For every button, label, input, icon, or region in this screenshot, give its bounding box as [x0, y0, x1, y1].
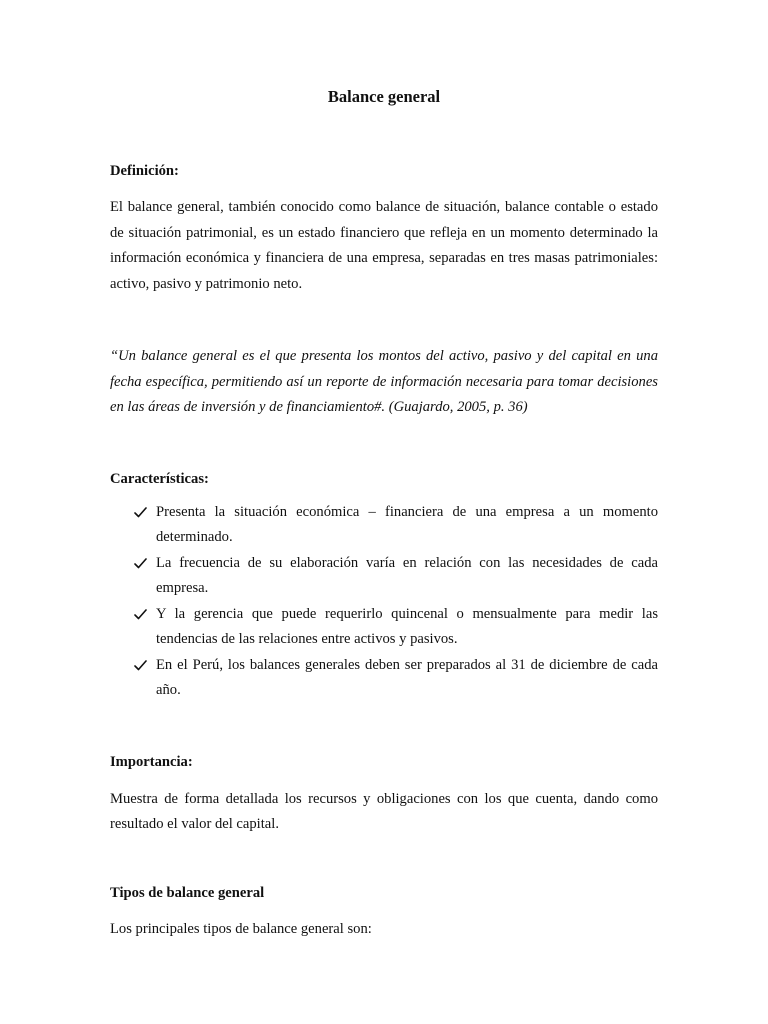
- checkmark-icon: [134, 653, 148, 678]
- list-item-text: La frecuencia de su elaboración varía en relación con las necesidades de cada empresa.: [156, 554, 658, 596]
- definicion-paragraph: El balance general, también conocido como balance de situación, balance contable o estado de situación patrimonial, es un estado financiero que refleja en un momento determinado la información económica y financiera de una empresa, separadas en tres masas patrimoniales: activo, pasivo y patrimonio neto.: [110, 199, 658, 292]
- tipos-heading: Tipos de balance general: [110, 884, 265, 901]
- checkmark-icon: [134, 500, 148, 525]
- checkmark-icon: [134, 602, 148, 627]
- list-item-text: En el Perú, los balances generales deben ser preparados al 31 de diciembre de cada año.: [156, 656, 658, 698]
- definicion-quote: “Un balance general es el que presenta los montos del activo, pasivo y del capital en una fecha específica, permitiendo así un reporte de información necesaria para tomar decisiones en las áreas de inversión y de financiamiento#. (Guajardo, 2005, p. 36): [110, 348, 658, 415]
- list-item: [110, 653, 658, 704]
- list-item: [110, 602, 658, 653]
- document-title: Balance general: [327, 87, 441, 106]
- document-body: [110, 86, 658, 942]
- importancia-heading: Importancia:: [110, 753, 193, 770]
- caracteristicas-list: [110, 500, 658, 704]
- checkmark-icon: [134, 551, 148, 576]
- list-item: [110, 500, 658, 551]
- list-item-text: Presenta la situación económica – financiera de una empresa a un momento determinado.: [156, 503, 658, 545]
- list-item: [110, 551, 658, 602]
- definicion-heading: Definición:: [110, 163, 179, 179]
- caracteristicas-heading: Características:: [110, 470, 209, 487]
- tipos-paragraph: Los principales tipos de balance general son:: [110, 920, 372, 937]
- importancia-paragraph: Muestra de forma detallada los recursos y obligaciones con los que cuenta, dando como resultado el valor del capital.: [110, 790, 658, 832]
- list-item-text: Y la gerencia que puede requerirlo quincenal o mensualmente para medir las tendencias de las relaciones entre activos y pasivos.: [156, 605, 658, 647]
